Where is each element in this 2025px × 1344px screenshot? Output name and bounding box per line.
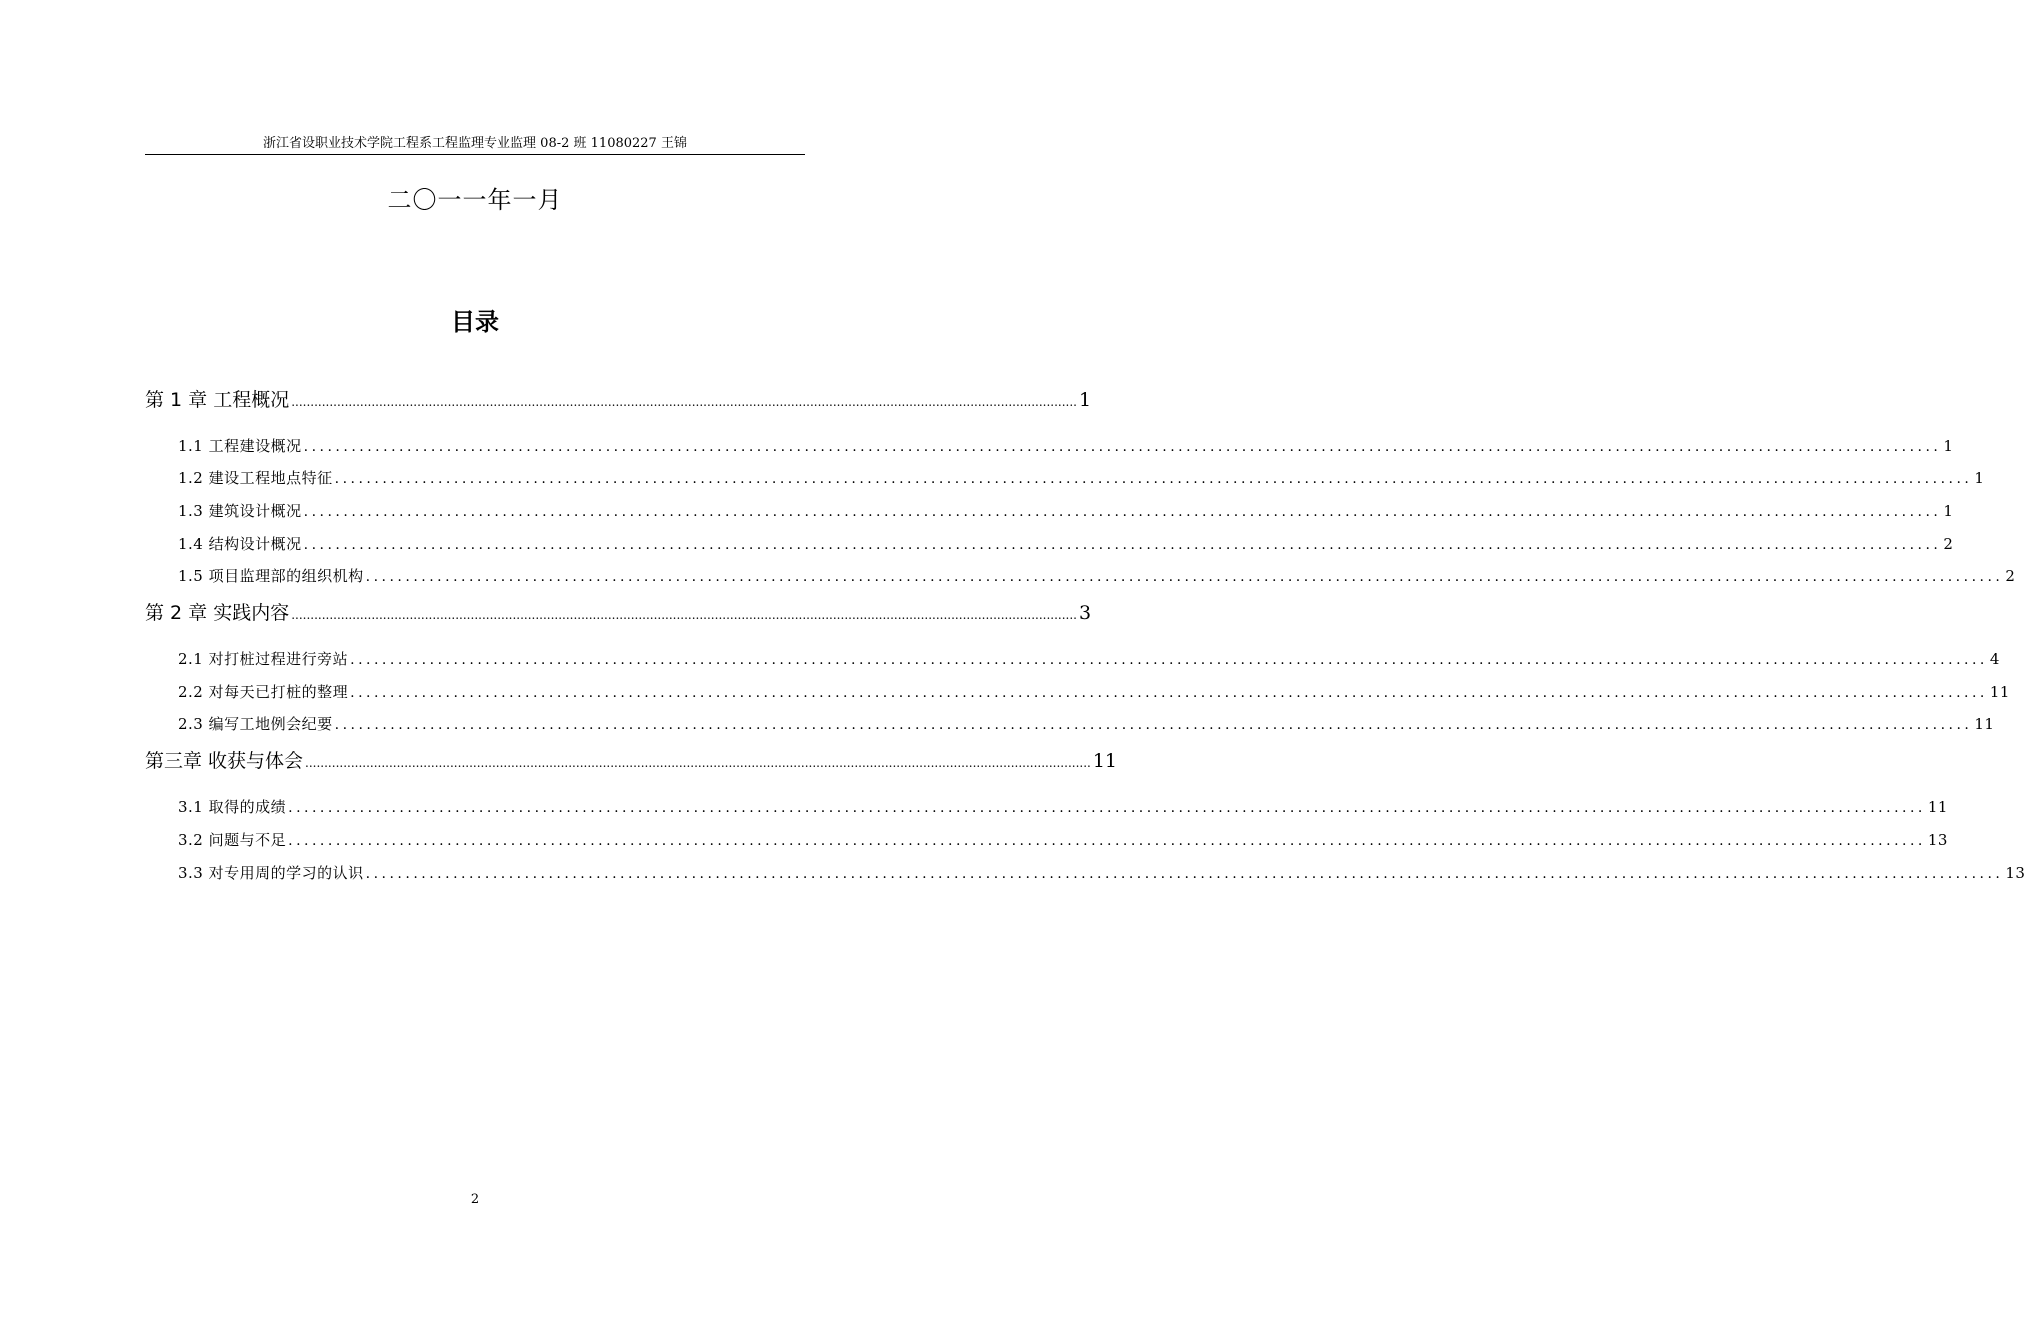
toc-leader-dots: .............................................................................................................................................................................................................. [305, 756, 1091, 770]
toc-leader-dots: .............................................................................................................................................................................................................. [291, 608, 1077, 622]
toc-entry-page: 2 [1943, 535, 1954, 553]
toc-entry-label: 第 1 章 工程概况 [145, 389, 290, 411]
toc-entry-label: 1.1 工程建设概况 [178, 437, 302, 455]
toc-entry-label: 3.1 取得的成绩 [178, 798, 287, 816]
toc-entry-page: 13 [2005, 864, 2025, 882]
toc-entry-label: 1.4 结构设计概况 [178, 535, 302, 553]
toc-entry-section-2-2[interactable] [178, 681, 2010, 704]
toc-title: 目录 [451, 308, 499, 336]
toc-entry-chapter-1[interactable] [145, 387, 1092, 415]
toc-entry-label: 1.5 项目监理部的组织机构 [178, 567, 364, 585]
toc-entry-chapter-2[interactable] [145, 600, 1092, 628]
toc-entry-section-1-3[interactable] [178, 500, 1954, 523]
toc-entry-page: 3 [1079, 602, 1092, 624]
toc-entry-section-2-3[interactable] [178, 713, 1995, 736]
toc-entry-section-1-2[interactable] [178, 467, 1985, 490]
toc-entry-page: 11 [1092, 750, 1118, 772]
page-header: 浙江省设职业技术学院工程系工程监理专业监理 08-2 班 11080227 王锦 [263, 136, 687, 151]
toc-entry-label: 2.1 对打桩过程进行旁站 [178, 650, 349, 668]
toc-leader-dots: .............................................................................................................................................................................................................. [288, 800, 1926, 816]
toc-entry-page: 2 [2005, 567, 2016, 585]
toc-leader-dots: .............................................................................................................................................................................................................. [350, 652, 1988, 668]
date-line: 二〇一一年一月 [387, 186, 563, 214]
toc-entry-section-3-2[interactable] [178, 829, 1948, 852]
toc-leader-dots: .............................................................................................................................................................................................................. [334, 471, 1973, 487]
toc-leader-dots: .............................................................................................................................................................................................................. [303, 439, 1942, 455]
toc-leader-dots: .............................................................................................................................................................................................................. [288, 833, 1926, 849]
toc-entry-page: 1 [1079, 389, 1092, 411]
toc-entry-section-1-1[interactable] [178, 435, 1954, 458]
toc-leader-dots: .............................................................................................................................................................................................................. [303, 504, 1942, 520]
toc-leader-dots: .............................................................................................................................................................................................................. [334, 717, 1973, 733]
toc-entry-page: 1 [1943, 502, 1954, 520]
toc-entry-label: 第 2 章 实践内容 [145, 602, 290, 624]
toc-entry-label: 2.3 编写工地例会纪要 [178, 715, 333, 733]
toc-entry-label: 第三章 收获与体会 [145, 750, 304, 772]
toc-entry-page: 13 [1927, 831, 1948, 849]
toc-entry-page: 1 [1943, 437, 1954, 455]
toc-entry-label: 2.2 对每天已打桩的整理 [178, 683, 349, 701]
toc-leader-dots: .............................................................................................................................................................................................................. [350, 685, 1988, 701]
toc-entry-label: 1.3 建筑设计概况 [178, 502, 302, 520]
page-number: 2 [470, 1192, 480, 1207]
toc-entry-page: 11 [1927, 798, 1948, 816]
toc-entry-label: 3.2 问题与不足 [178, 831, 287, 849]
toc-entry-label: 1.2 建设工程地点特征 [178, 469, 333, 487]
header-rule [145, 154, 805, 155]
toc-leader-dots: .............................................................................................................................................................................................................. [303, 537, 1942, 553]
toc-entry-page: 1 [1974, 469, 1985, 487]
toc-entry-page: 11 [1989, 683, 2010, 701]
toc-entry-page: 4 [1989, 650, 2000, 668]
toc-entry-section-3-1[interactable] [178, 796, 1948, 819]
toc-entry-label: 3.3 对专用周的学习的认识 [178, 864, 364, 882]
toc-entry-section-2-1[interactable] [178, 648, 2000, 671]
toc-leader-dots: .............................................................................................................................................................................................................. [291, 395, 1077, 409]
toc-entry-chapter-3[interactable] [145, 748, 1118, 776]
toc-entry-section-3-3[interactable] [178, 862, 2025, 885]
toc-leader-dots: .............................................................................................................................................................................................................. [365, 866, 2004, 882]
toc-entry-section-1-4[interactable] [178, 533, 1954, 556]
toc-entry-page: 11 [1974, 715, 1995, 733]
toc-entry-section-1-5[interactable] [178, 565, 2016, 588]
toc-leader-dots: .............................................................................................................................................................................................................. [365, 569, 2004, 585]
